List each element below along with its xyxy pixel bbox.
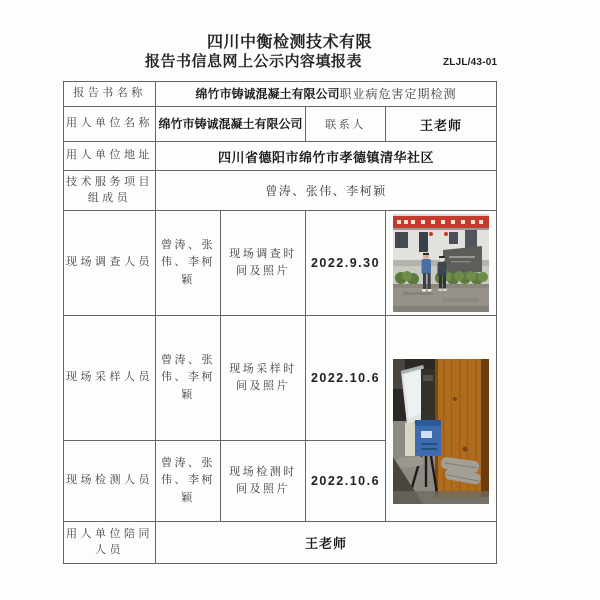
- contact-label: 联系人: [306, 107, 386, 142]
- survey-label: 现场调查人员: [64, 211, 156, 316]
- doc-code: ZLJL/43-01: [443, 57, 498, 68]
- report-info-table: [63, 81, 497, 564]
- survey-photo: [393, 214, 489, 312]
- employer-name-label: 用人单位名称: [64, 107, 156, 142]
- employer-name-value: 绵竹市铸诚混凝土有限公司: [156, 107, 306, 142]
- row-team: [64, 171, 497, 211]
- sampling-members: 曾涛、张伟、李柯颖: [156, 316, 221, 441]
- report-name-label: 报告书名称: [64, 82, 156, 107]
- testing-time-label: 现场检测时间及照片: [221, 441, 306, 522]
- row-survey: [64, 211, 497, 316]
- report-name-value: [156, 82, 497, 107]
- row-sampling: [64, 316, 497, 441]
- sampling-time-label: 现场采样时间及照片: [221, 316, 306, 441]
- row-employer-name: [64, 107, 497, 142]
- accompany-label: 用人单位陪同人员: [64, 522, 156, 564]
- report-info-table-wrap: [63, 81, 497, 564]
- report-name-company: 绵竹市铸诚混凝土有限公司: [195, 87, 340, 101]
- accompany-value: 王老师: [156, 522, 497, 564]
- survey-time-label: 现场调查时间及照片: [221, 211, 306, 316]
- team-label: 技术服务项目组成员: [64, 171, 156, 211]
- sampling-photo: [393, 359, 489, 504]
- report-name-type: 职业病危害定期检测: [339, 87, 457, 101]
- testing-date: 2022.10.6: [306, 441, 386, 522]
- survey-members: 曾涛、张伟、李柯颖: [156, 211, 221, 316]
- contact-value: 王老师: [386, 107, 497, 142]
- row-accompany: [64, 522, 497, 564]
- testing-members: 曾涛、张伟、李柯颖: [156, 441, 221, 522]
- sampling-date: 2022.10.6: [306, 316, 386, 441]
- company-title: 四川中衡检测技术有限: [207, 34, 373, 51]
- employer-address-label: 用人单位地址: [64, 142, 156, 171]
- team-value: 曾涛、张伟、李柯颖: [156, 171, 497, 211]
- sampling-label: 现场采样人员: [64, 316, 156, 441]
- survey-date: 2022.9.30: [306, 211, 386, 316]
- form-title: 报告书信息网上公示内容填报表: [145, 53, 363, 70]
- row-employer-address: [64, 142, 497, 171]
- sampling-photo-cell: [386, 316, 497, 522]
- testing-label: 现场检测人员: [64, 441, 156, 522]
- survey-photo-cell: [386, 211, 497, 316]
- employer-address-value: 四川省德阳市绵竹市孝德镇清华社区: [156, 142, 497, 171]
- row-report-name: [64, 82, 497, 107]
